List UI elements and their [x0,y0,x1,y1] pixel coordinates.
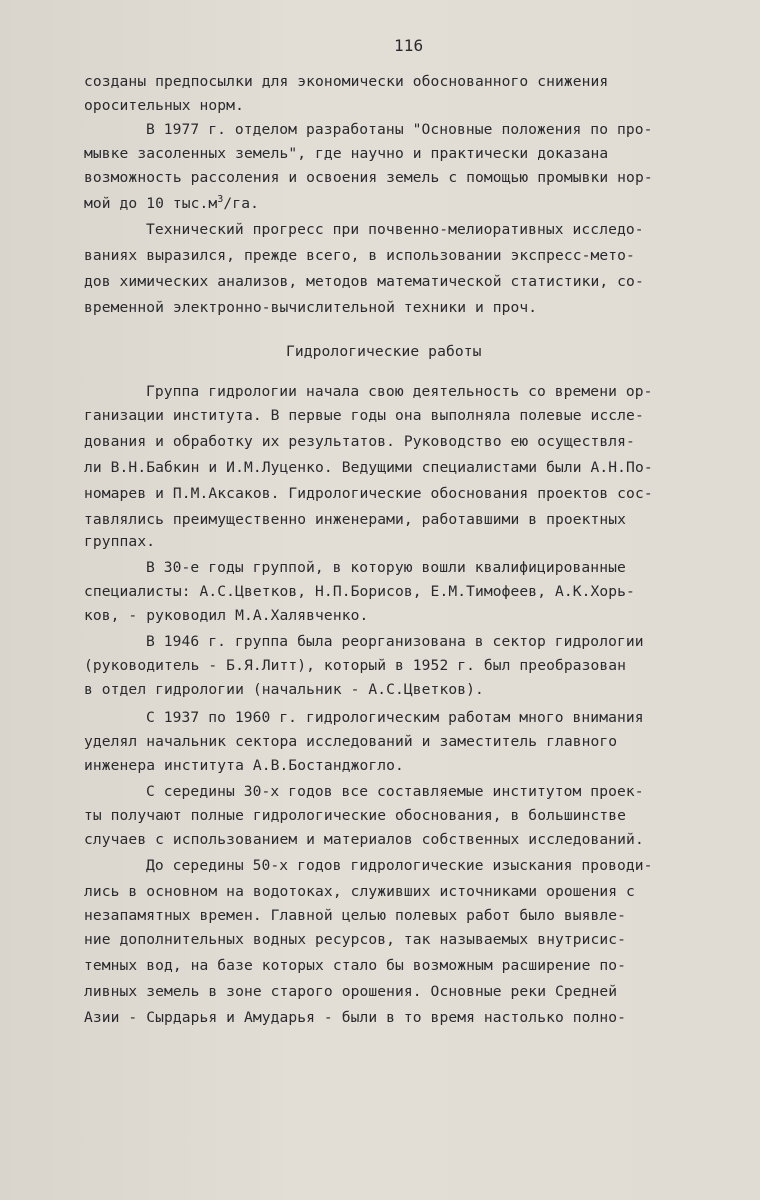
text-line: ли В.Н.Бабкин и И.М.Луценко. Ведущими специалистами были А.Н.По- [84,459,653,476]
superscript: 3 [217,194,224,205]
text-line: В 30-е годы группой, в которую вошли квалифицированные [146,559,626,576]
text-line: специалисты: А.С.Цветков, Н.П.Борисов, Е.М.Тимофеев, А.К.Хорь- [84,583,635,600]
text-line: ты получают полные гидрологические обоснования, в большинстве [84,807,627,824]
text-line: В 1977 г. отделом разработаны "Основные положения по про- [146,121,653,138]
text-line: Группа гидрологии начала свою деятельность со времени ор- [146,383,653,400]
text-line: темных вод, на базе которых стало бы возможным расширение по- [84,957,627,974]
text-line: ние дополнительных водных ресурсов, так называемых внутрисис- [84,931,627,948]
text-line: инженера института А.В.Бостанджогло. [84,757,404,774]
text-line: мывке засоленных земель", где научно и практически доказана [84,145,609,162]
text-line: С середины 30-х годов все составляемые институтом проек- [146,783,644,800]
text-line: группах. [84,533,156,550]
text-line: В 1946 г. группа была реорганизована в сектор гидрологии [146,633,644,650]
text-line: возможность рассоления и освоения земель с помощью промывки нор- [84,169,653,186]
section-title: Гидрологические работы [286,343,482,360]
text-line: Технический прогресс при почвенно-мелиоративных исследо- [146,221,644,238]
text-line: ваниях выразился, прежде всего, в использовании экспресс-мето- [84,247,635,264]
text-run: /га. [223,195,259,212]
text-line: созданы предпосылки для экономически обоснованного снижения [84,73,609,90]
text-line: уделял начальник сектора исследований и заместитель главного [84,733,618,750]
text-line: ливных земель в зоне старого орошения. Основные реки Средней [84,983,618,1000]
text-line: в отдел гидрологии (начальник - А.С.Цветков). [84,681,484,698]
text-line: оросительных норм. [84,97,244,114]
text-line: ков, - руководил М.А.Халявченко. [84,607,369,624]
text-line: тавлялись преимущественно инженерами, работавшими в проектных [84,511,627,528]
text-line [84,194,259,214]
text-line: незапамятных времен. Главной целью полевых работ было выявле- [84,907,627,924]
text-line: лись в основном на водотоках, служивших источниками орошения с [84,883,635,900]
text-line: До середины 50-х годов гидрологические изыскания проводи- [146,857,653,874]
text-line: дов химических анализов, методов математической статистики, со- [84,273,644,290]
text-line: Азии - Сырдарья и Амударья - были в то время настолько полно- [84,1009,627,1026]
text-line: номарев и П.М.Аксаков. Гидрологические обоснования проектов сос- [84,485,653,502]
text-line: (руководитель - Б.Я.Литт), который в 1952 г. был преобразован [84,657,627,674]
text-line: временной электронно-вычислительной техники и проч. [84,299,538,316]
text-run: мой до 10 тыс.м [84,195,218,212]
text-line: дования и обработку их результатов. Руководство ею осуществля- [84,433,635,450]
page-number: 116 [394,36,424,55]
text-line: случаев с использованием и материалов собственных исследований. [84,831,644,848]
text-line: С 1937 по 1960 г. гидрологическим работам много внимания [146,709,644,726]
text-line: ганизации института. В первые годы она выполняла полевые иссле- [84,407,644,424]
